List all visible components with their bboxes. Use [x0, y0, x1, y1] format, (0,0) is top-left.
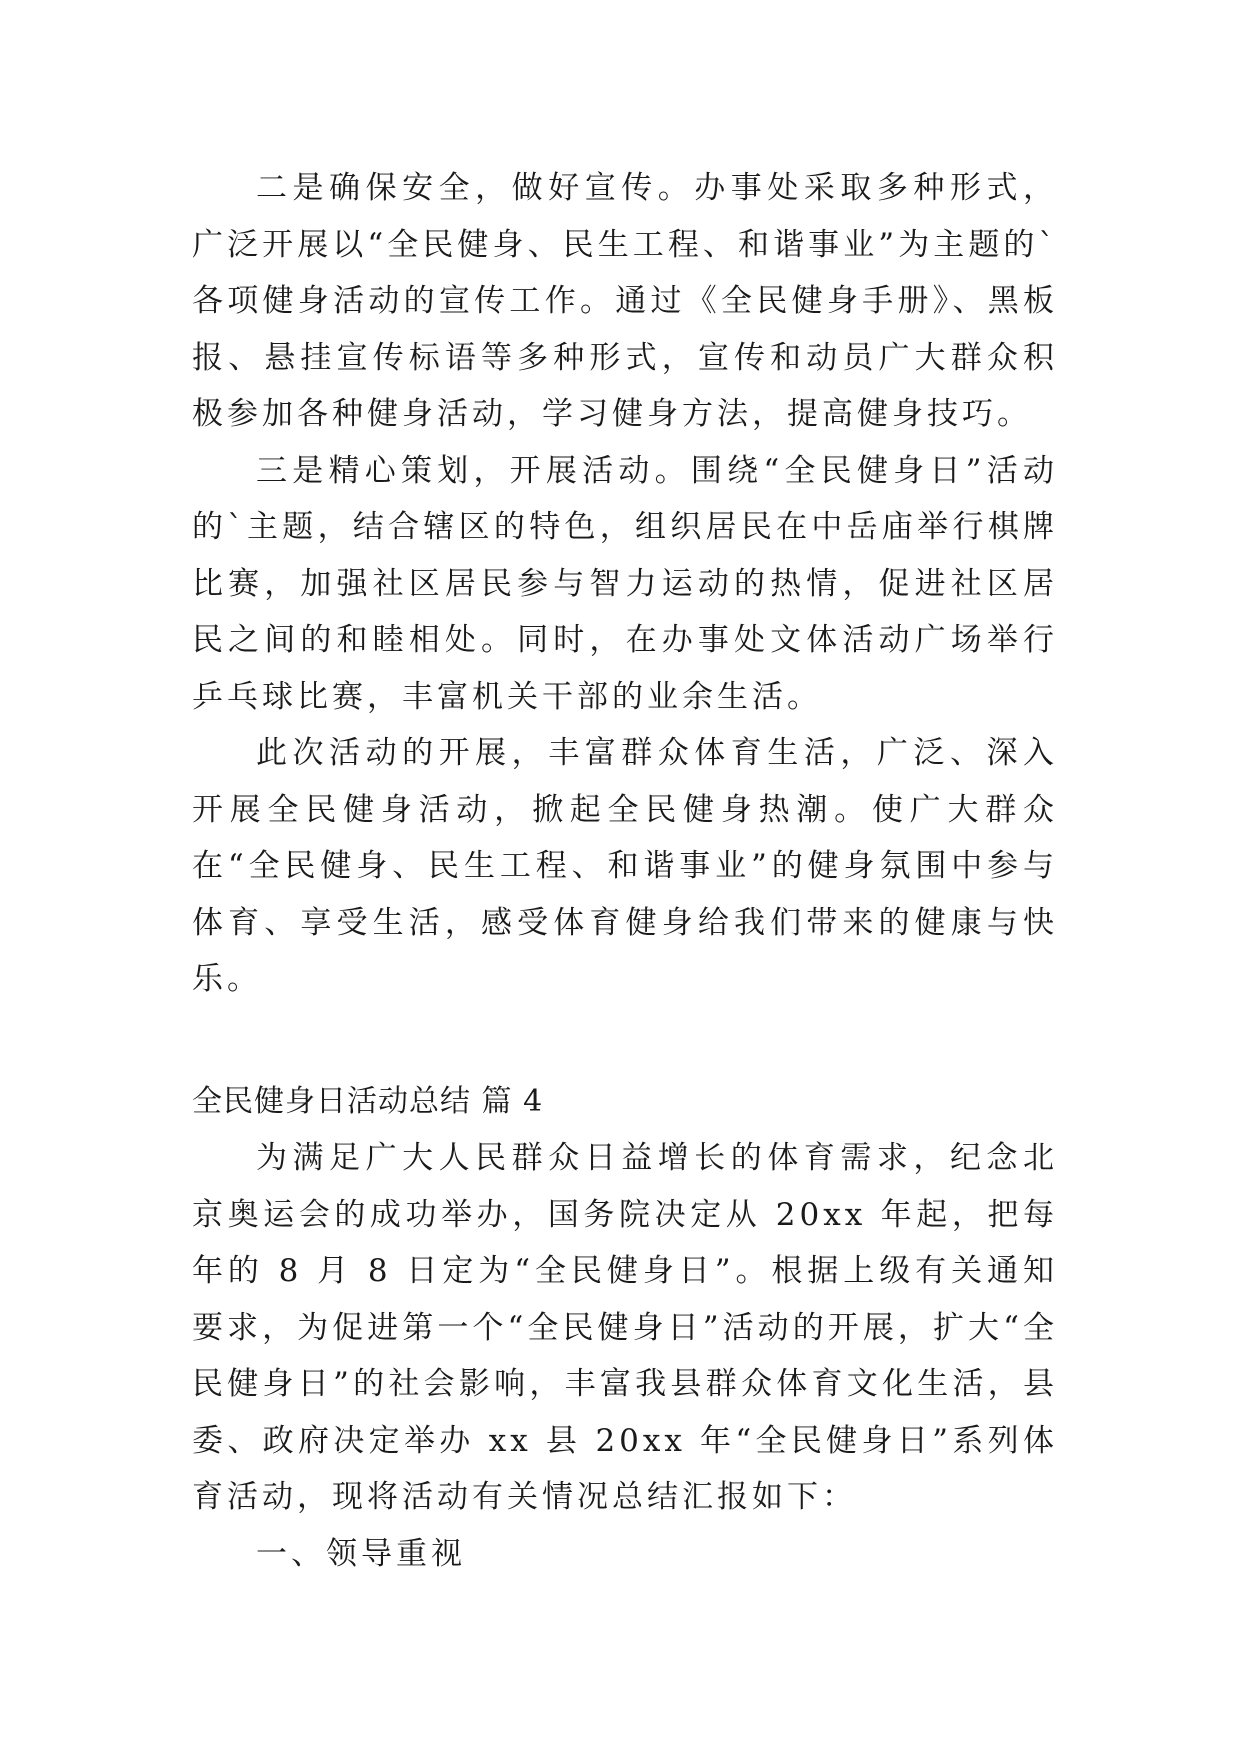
paragraph-publicity: 二是确保安全，做好宣传。办事处采取多种形式，广泛开展以“全民健身、民生工程、和谐事业”为主题的`各项健身活动的宣传工作。通过《全民健身手册》、黑板报、悬挂宣传标语等多种形式，宣传和动员广大群众积极参加各种健身活动，学习健身方法，提高健身技巧。	[192, 170, 1058, 432]
paragraph-activities: 三是精心策划，开展活动。围绕“全民健身日”活动的`主题，结合辖区的特色，组织居民在中岳庙举行棋牌比赛，加强社区居民参与智力运动的热情，促进社区居民之间的和睦相处。同时，在办事处文体活动广场举行乒乓球比赛，丰富机关干部的业余生活。	[192, 452, 1058, 715]
paragraph-intro: 为满足广大人民群众日益增长的体育需求，纪念北京奥运会的成功举办，国务院决定从 20xx 年起，把每年的 8 月 8 日定为“全民健身日”。根据上级有关通知要求，为促进第一个“全民健身日”活动的开展，扩大“全民健身日”的社会影响，丰富我县群众体育文化生活，县委、政府决定举办 xx 县 20xx 年“全民健身日”系列体育活动，现将活动有关情况总结汇报如下：	[192, 1140, 1058, 1515]
paragraph-leadership: 一、领导重视	[256, 1535, 466, 1572]
section-heading: 全民健身日活动总结 篇 4	[192, 1083, 544, 1119]
paragraph-summary: 此次活动的开展，丰富群众体育生活，广泛、深入开展全民健身活动，掀起全民健身热潮。使广大群众在“全民健身、民生工程、和谐事业”的健身氛围中参与体育、享受生活，感受体育健身给我们带来的健康与快乐。	[192, 735, 1058, 997]
document-body	[192, 160, 1058, 1582]
